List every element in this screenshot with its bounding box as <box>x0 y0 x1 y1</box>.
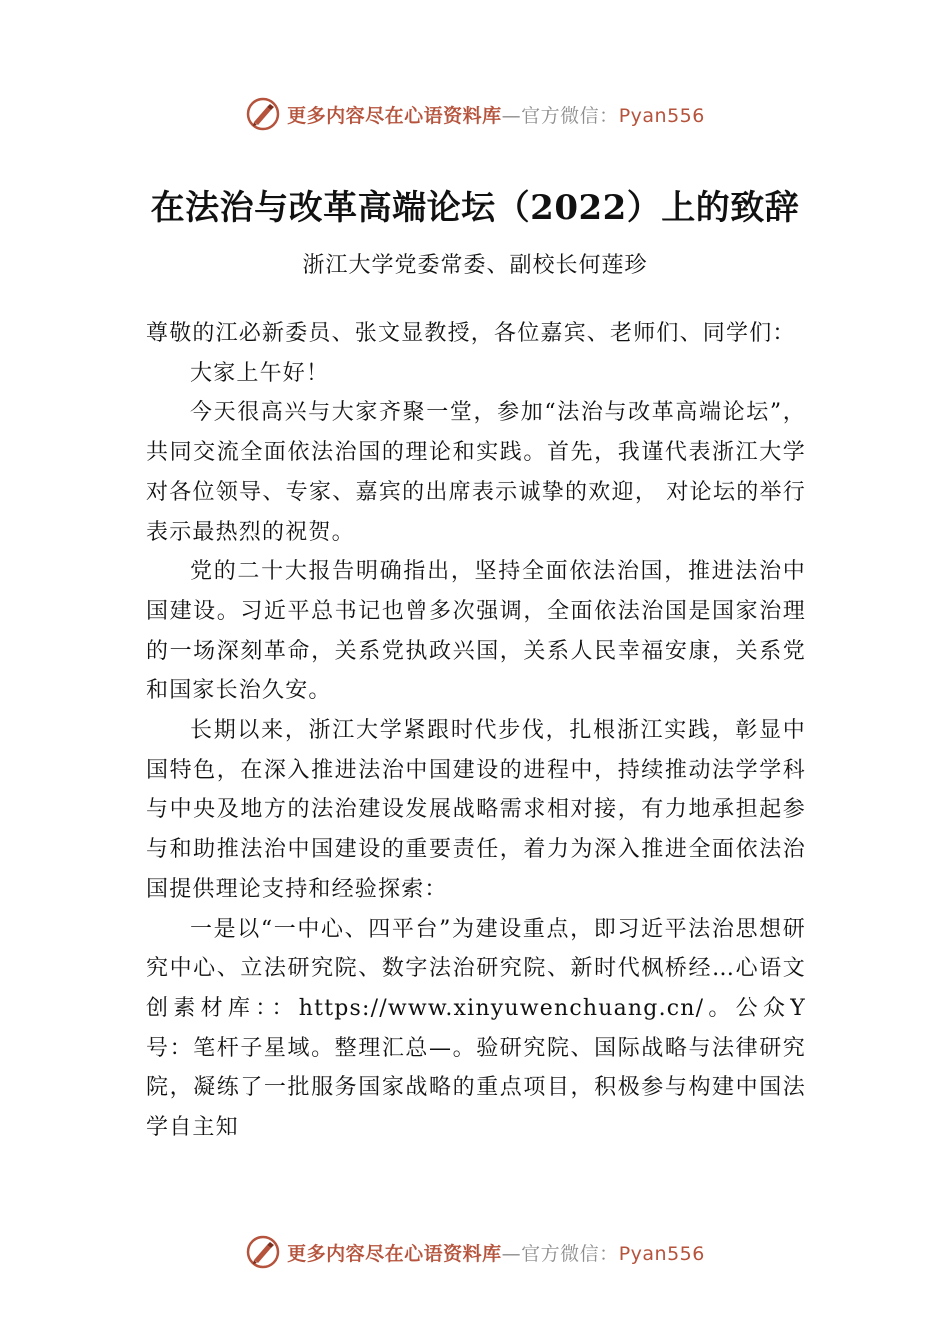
body-paragraph: 一是以“一中心、四平台”为建设重点，即习近平法治思想研究中心、立法研究院、数字法治研究院、新时代枫桥经…心语文创素材库：：https://www.xinyuwenchuang.cn/。公众Y号：笔杆子星域。整理汇总—。验研究院、国际战略与法律研究院，凝练了一批服务国家战略的重点项目，积极参与构建中国法学自主知 <box>146 916 806 1141</box>
banner-lead-text: 更多内容尽在心语资料库 <box>287 104 502 127</box>
pen-logo-icon <box>245 1234 281 1270</box>
banner-wechat-label: 官方微信： <box>521 104 619 127</box>
banner-separator: — <box>501 104 522 127</box>
document-title: 在法治与改革高端论坛（2022）上的致辞 <box>150 188 800 228</box>
document-body <box>146 314 806 1148</box>
document-subtitle: 浙江大学党委常委、副校长何莲珍 <box>302 253 648 278</box>
greeting-paragraph: 大家上午好！ <box>190 360 330 386</box>
banner-lead-text: 更多内容尽在心语资料库 <box>287 1242 502 1265</box>
banner-wechat-id: Pyan556 <box>618 1242 705 1265</box>
header-watermark-banner <box>0 94 950 134</box>
banner-wechat-label: 官方微信： <box>521 1242 619 1265</box>
pen-logo-icon <box>245 96 281 132</box>
footer-watermark-banner <box>0 1232 950 1272</box>
body-paragraph: 今天很高兴与大家齐聚一堂，参加“法治与改革高端论坛”，共同交流全面依法治国的理论和实践。首先，我谨代表浙江大学对各位领导、专家、嘉宾的出席表示诚挚的欢迎， 对论坛的举行表示最热烈的祝贺。 <box>146 400 806 545</box>
banner-wechat-id: Pyan556 <box>618 104 705 127</box>
body-paragraph: 党的二十大报告明确指出，坚持全面依法治国，推进法治中国建设。习近平总书记也曾多次强调，全面依法治国是国家治理的一场深刻革命，关系党执政兴国，关系人民幸福安康，关系党和国家长治久安。 <box>146 559 806 704</box>
salutation-paragraph: 尊敬的江必新委员、张文显教授，各位嘉宾、老师们、同学们： <box>146 321 796 346</box>
banner-separator: — <box>501 1242 522 1265</box>
body-paragraph: 长期以来，浙江大学紧跟时代步伐，扎根浙江实践，彰显中国特色，在深入推进法治中国建设的进程中，持续推动法学学科与中央及地方的法治建设发展战略需求相对接，有力地承担起参与和助推法治中国建设的重要责任，着力为深入推进全面依法治国提供理论支持和经验探索： <box>146 718 806 902</box>
